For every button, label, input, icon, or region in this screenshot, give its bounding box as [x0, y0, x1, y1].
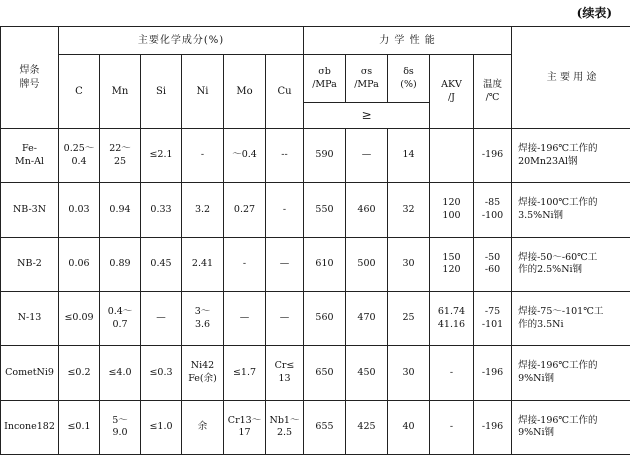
header-ni: Ni [182, 55, 224, 129]
cell-c: ≤0.2 [59, 346, 100, 400]
table-row [1, 237, 630, 291]
cell-sigma-b: 655 [304, 400, 346, 454]
cell-delta-s: 30 [388, 346, 430, 400]
cell-cu: Nb1～ 2.5 [266, 400, 304, 454]
cell-temperature: -196 [474, 346, 512, 400]
cell-cu: Cr≤ 13 [266, 346, 304, 400]
cell-temperature: -85 -100 [474, 183, 512, 237]
cell-ni: 3～ 3.6 [182, 291, 224, 345]
cell-sigma-b: 590 [304, 129, 346, 183]
cell-delta-s: 14 [388, 129, 430, 183]
electrode-properties-table [0, 26, 630, 455]
header-sigma-b: σb /MPa [304, 55, 346, 103]
cell-mo: — [224, 291, 266, 345]
cell-sigma-s: — [346, 129, 388, 183]
cell-ni: Ni42 Fe(余) [182, 346, 224, 400]
cell-delta-s: 30 [388, 237, 430, 291]
cell-usage: 焊接-196℃工作的 9%Ni钢 [512, 400, 630, 454]
continued-label: (续表) [576, 6, 612, 20]
cell-si: — [141, 291, 182, 345]
cell-delta-s: 40 [388, 400, 430, 454]
electrode-name: N-13 [1, 291, 59, 345]
table-row [1, 129, 630, 183]
cell-c: 0.03 [59, 183, 100, 237]
cell-c: ≤0.1 [59, 400, 100, 454]
header-mn: Mn [100, 55, 141, 129]
cell-sigma-b: 610 [304, 237, 346, 291]
cell-si: ≤2.1 [141, 129, 182, 183]
cell-si: 0.33 [141, 183, 182, 237]
header-si: Si [141, 55, 182, 129]
header-akv: AKV /J [430, 55, 474, 129]
header-geq: ≥ [304, 103, 430, 129]
header-usage: 主 要 用 途 [512, 27, 630, 129]
cell-temperature: -196 [474, 129, 512, 183]
cell-akv: 61.74 41.16 [430, 291, 474, 345]
table-row [1, 183, 630, 237]
cell-mn: 22～ 25 [100, 129, 141, 183]
cell-usage: 焊接-100℃工作的 3.5%Ni钢 [512, 183, 630, 237]
cell-delta-s: 25 [388, 291, 430, 345]
header-sigma-s: σs /MPa [346, 55, 388, 103]
cell-c: ≤0.09 [59, 291, 100, 345]
electrode-name: NB-2 [1, 237, 59, 291]
cell-mn: 0.4～ 0.7 [100, 291, 141, 345]
header-composition: 主要化学成分(%) [59, 27, 304, 55]
cell-akv: 120 100 [430, 183, 474, 237]
cell-akv: 150 120 [430, 237, 474, 291]
cell-mo: - [224, 237, 266, 291]
cell-temperature: -196 [474, 400, 512, 454]
cell-mo: 0.27 [224, 183, 266, 237]
cell-si: 0.45 [141, 237, 182, 291]
cell-sigma-s: 470 [346, 291, 388, 345]
cell-sigma-s: 460 [346, 183, 388, 237]
electrode-name: Incone182 [1, 400, 59, 454]
table-row [1, 346, 630, 400]
cell-mo: ～0.4 [224, 129, 266, 183]
cell-ni: 余 [182, 400, 224, 454]
cell-sigma-b: 650 [304, 346, 346, 400]
cell-akv [430, 129, 474, 183]
cell-mn: ≤4.0 [100, 346, 141, 400]
cell-sigma-s: 425 [346, 400, 388, 454]
cell-mn: 0.94 [100, 183, 141, 237]
cell-cu: - [266, 183, 304, 237]
cell-temperature: -50 -60 [474, 237, 512, 291]
header-mo: Mo [224, 55, 266, 129]
cell-usage: 焊接-196℃工作的 20Mn23Al钢 [512, 129, 630, 183]
table-row [1, 400, 630, 454]
header-cu: Cu [266, 55, 304, 129]
cell-sigma-b: 550 [304, 183, 346, 237]
cell-usage: 焊接-196℃工作的 9%Ni钢 [512, 346, 630, 400]
cell-c: 0.06 [59, 237, 100, 291]
cell-cu: — [266, 237, 304, 291]
cell-sigma-b: 560 [304, 291, 346, 345]
electrode-name: NB-3N [1, 183, 59, 237]
table-row [1, 291, 630, 345]
cell-temperature: -75 -101 [474, 291, 512, 345]
cell-mo: Cr13～ 17 [224, 400, 266, 454]
header-delta-s: δs (%) [388, 55, 430, 103]
cell-c: 0.25～ 0.4 [59, 129, 100, 183]
cell-si: ≤1.0 [141, 400, 182, 454]
cell-sigma-s: 450 [346, 346, 388, 400]
cell-sigma-s: 500 [346, 237, 388, 291]
cell-mn: 0.89 [100, 237, 141, 291]
header-temperature: 温度 /℃ [474, 55, 512, 129]
cell-mn: 5～ 9.0 [100, 400, 141, 454]
electrode-name: Fe- Mn-Al [1, 129, 59, 183]
cell-ni: 3.2 [182, 183, 224, 237]
cell-ni: 2.41 [182, 237, 224, 291]
electrode-name: CometNi9 [1, 346, 59, 400]
cell-usage: 焊接-50～-60℃工 作的2.5%Ni钢 [512, 237, 630, 291]
cell-ni: - [182, 129, 224, 183]
cell-mo: ≤1.7 [224, 346, 266, 400]
header-mechanical: 力 学 性 能 [304, 27, 512, 55]
header-c: C [59, 55, 100, 129]
cell-si: ≤0.3 [141, 346, 182, 400]
cell-cu: — [266, 291, 304, 345]
cell-cu: -- [266, 129, 304, 183]
header-electrode: 焊条 牌号 [1, 27, 59, 129]
cell-delta-s: 32 [388, 183, 430, 237]
cell-akv: - [430, 400, 474, 454]
cell-usage: 焊接-75～-101℃工 作的3.5Ni [512, 291, 630, 345]
cell-akv: - [430, 346, 474, 400]
